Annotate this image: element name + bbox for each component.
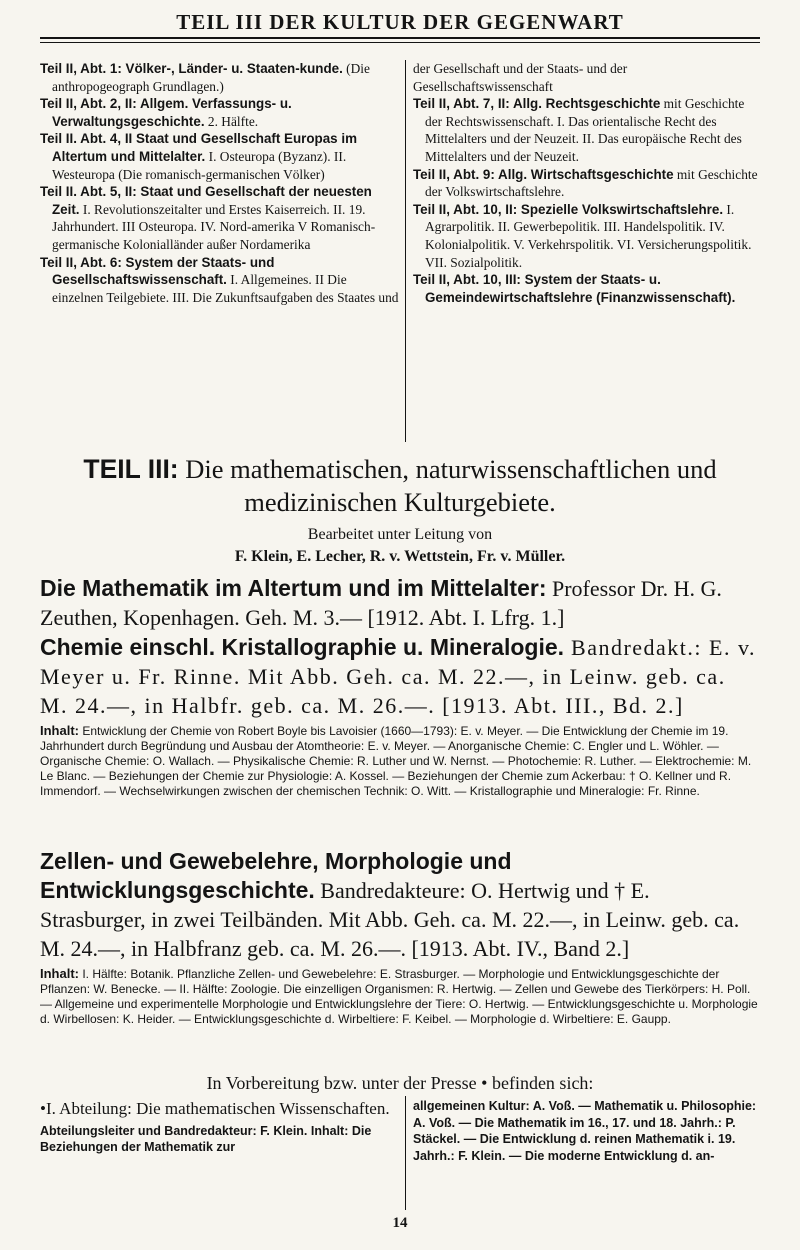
entry-title: Die Mathematik im Altertum und im Mittelalter: Professor Dr. H. G. Zeuthen, Kopenhagen. Geh. M. 3.— [1912. Abt. I. Lfrg. 1.] <box>40 575 722 630</box>
listing-teil-2-abt-10-iii: Teil II, Abt. 10, III: System der Staats- u. Gemeindewirtschaftslehre (Finanzwissenschaft). <box>413 272 736 305</box>
listing-teil-2-abt-9: Teil II, Abt. 9: Allg. Wirtschaftsgeschichte mit Geschichte der Volkswirtschaftslehre. <box>413 166 758 200</box>
right-column <box>413 60 760 306</box>
listing-teil-2-abt-4: Teil II. Abt. 4, II Staat und Gesellschaft Europas im Altertum und Mittelalter. I. Osteuropa (Byzanz). II. Westeuropa (Die romanisch-germanischen Völker) <box>40 131 357 182</box>
listing-teil-2-abt-5: Teil II. Abt. 5, II: Staat und Gesellschaft der neuesten Zeit. I. Revolutionszeitalter und Erstes Kaiserreich. II. 19. Jahrhundert. III Osteuropa. IV. Nord-amerika V Romanisch-germanische Kolonialländer außer Nordamerika <box>40 184 376 252</box>
listing-teil-2-abt-1: Teil II, Abt. 1: Völker-, Länder- u. Staaten-kunde. (Die anthropogeograph Grundlagen.) <box>40 61 370 94</box>
listing-teil-2-abt-10-ii: Teil II, Abt. 10, II: Spezielle Volkswirtschaftslehre. I. Agrarpolitik. II. Gewerbepolitik. III. Handelspolitik. IV. Kolonialpolitik. V. Verkehrspolitik. VI. Versicherungspolitik. VII. Sozialpolitik. <box>413 201 752 270</box>
left-column <box>40 60 400 306</box>
listing-teil-2-abt-6: Teil II, Abt. 6: System der Staats- und Gesellschaftswissenschaft. I. Allgemeines. II Die einzelnen Teilgebiete. III. Die Zukunftsaufgaben des Staates und <box>40 254 399 305</box>
bottom-left-column <box>40 1098 397 1155</box>
entry-chemie <box>40 633 760 799</box>
entry-title: Chemie einschl. Kristallographie u. Mineralogie. Bandredakt.: E. v. Meyer u. Fr. Rinne. Mit Abb. Geh. ca. M. 22.—, in Leinw. geb. ca. M. 24.—, in Halbfr. geb. ca. M. 26.—. [1913. Abt. III., Bd. 2.] <box>40 634 757 718</box>
head-rule-thick <box>40 37 760 39</box>
listing-continuation: der Gesellschaft und der Staats- und der Gesellschaftswissenschaft <box>413 61 628 94</box>
listing-teil-2-abt-2: Teil II, Abt. 2, II: Allgem. Verfassungs- u. Verwaltungsgeschichte. 2. Hälfte. <box>40 96 292 129</box>
editors-intro: Bearbeitet unter Leitung von <box>307 526 493 543</box>
bottom-right-column: allgemeinen Kultur: A. Voß. — Mathematik u. Philosophie: A. Voß. — Die Mathematik im 16., 17. und 18. Jahrh.: P. Stäckel. — Die Entwicklung d. reinen Mathematik i. 19. Jahrh.: F. Klein. — Die moderne Entwicklung d. an- <box>413 1099 757 1163</box>
editors-block <box>40 524 760 568</box>
teil-3-title: TEIL III: Die mathematischen, naturwissenschaftlichen und medizinischen Kulturgebiete. <box>83 454 717 517</box>
in-preparation-notice: In Vorbereitung bzw. unter der Presse • befinden sich: <box>206 1073 594 1093</box>
running-head: TEIL III DER KULTUR DER GEGENWART <box>176 10 624 34</box>
entry-contents: Inhalt: I. Hälfte: Botanik. Pflanzliche Zellen- und Gewebelehre: E. Strasburger. — Morphologie und Entwicklungsgeschichte der Pflanzen: W. Benecke. — II. Hälfte: Zoologie. Die einzelligen Organismen: R. Hertwig. — Zellen und Gewebe des Tierkörpers: H. Poll. — Allgemeine und experimentelle Morphologie und Entwicklungslehre der Tiere: O. Hertwig. — Entwicklungsgeschichte u. Morphologie d. Wirbellosen: K. Heider. — Entwicklungsgeschichte d. Wirbeltiere: F. Keibel. — Morphologie d. Wirbeltiere: E. Gaupp. <box>40 966 758 1026</box>
entry-contents: Inhalt: Entwicklung der Chemie von Robert Boyle bis Lavoisier (1660—1793): E. v. Meyer. — Die Entwicklung der Chemie im 19. Jahrhundert durch Begründung und Ausbau der Atomtheorie: E. v. Meyer. — Anorganische Chemie: C. Engler und L. Wöhler. — Organische Chemie: O. Wallach. — Physikalische Chemie: R. Luther und W. Nernst. — Photochemie: R. Luther. — Elektrochemie: M. Le Blanc. — Beziehungen der Chemie zur Physiologie: A. Kossel. — Beziehungen der Chemie zum Ackerbau: † O. Kellner und R. Immendorf. — Wechselwirkungen zwischen der chemischen Technik: O. Witt. — Kristallographie und Mineralogie: Fr. Rinne. <box>40 723 752 798</box>
entry-zellen-gewebelehre <box>40 847 760 1027</box>
abteilung-heading: •I. Abteilung: Die mathematischen Wissenschaften. <box>40 1099 390 1118</box>
column-divider <box>405 60 406 442</box>
entry-mathematik-altertum <box>40 574 760 632</box>
editors-names: F. Klein, E. Lecher, R. v. Wettstein, Fr. v. Müller. <box>234 548 566 565</box>
entry-title: Zellen- und Gewebelehre, Morphologie und Entwicklungsgeschichte. Bandredakteure: O. Hertwig und † E. Strasburger, in zwei Teilbänden. Mit Abb. Geh. ca. M. 22.—, in Leinw. geb. ca. M. 24.—, in Halbfranz geb. ca. M. 26.—. [1913. Abt. IV., Band 2.] <box>40 848 740 961</box>
listing-teil-2-abt-7: Teil II, Abt. 7, II: Allg. Rechtsgeschichte mit Geschichte der Rechtswissenschaft. I. Das orientalische Recht des Mittelalters und der Neuzeit. II. Das europäische Recht des Mittelalters und der Neuzeit. <box>413 96 745 164</box>
page-number: 14 <box>392 1215 408 1231</box>
abteilung-details: Abteilungsleiter und Bandredakteur: F. Klein. Inhalt: Die Beziehungen der Mathematik zur <box>40 1124 372 1154</box>
column-divider-bottom <box>405 1096 406 1210</box>
head-rule-thin <box>40 42 760 43</box>
